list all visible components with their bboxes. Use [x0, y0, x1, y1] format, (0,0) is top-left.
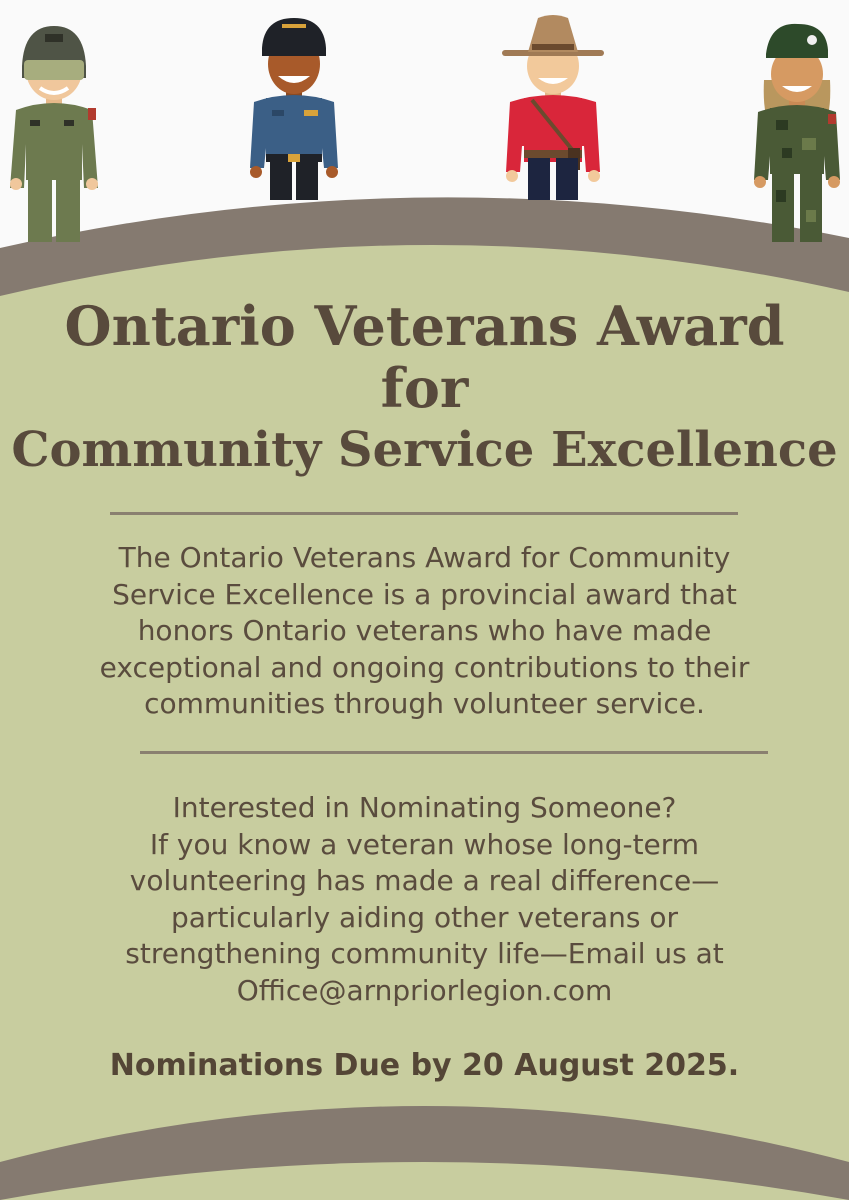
award-title-line-2: for: [380, 356, 469, 420]
nomination-line: volunteering has made a real difference—: [129, 864, 720, 897]
description-line: exceptional and ongoing contributions to their: [99, 650, 750, 684]
description-line: The Ontario Veterans Award for Community: [118, 541, 731, 574]
description-line: communities through volunteer service.: [144, 687, 705, 720]
award-title-line-3: Community Service Excellence: [11, 422, 838, 478]
nomination-line: Interested in Nominating Someone?: [172, 791, 677, 824]
description-line: honors Ontario veterans who have made: [137, 614, 712, 647]
nomination-line: If you know a veteran whose long-term: [149, 827, 700, 861]
nomination-line: particularly aiding other veterans or: [171, 900, 678, 934]
nomination-info: [0, 790, 849, 1009]
title-divider: [110, 512, 738, 515]
contact-email[interactable]: Office@arnpriorlegion.com: [236, 973, 613, 1007]
award-title-line-1: Ontario Veterans Award: [64, 294, 785, 358]
nomination-deadline: Nominations Due by 20 August 2025.: [109, 1048, 740, 1083]
description-line: Service Excellence is a provincial award that: [112, 577, 737, 611]
award-description: [0, 540, 849, 723]
description-divider: [140, 751, 768, 754]
nomination-line: strengthening community life—Email us at: [125, 937, 724, 970]
